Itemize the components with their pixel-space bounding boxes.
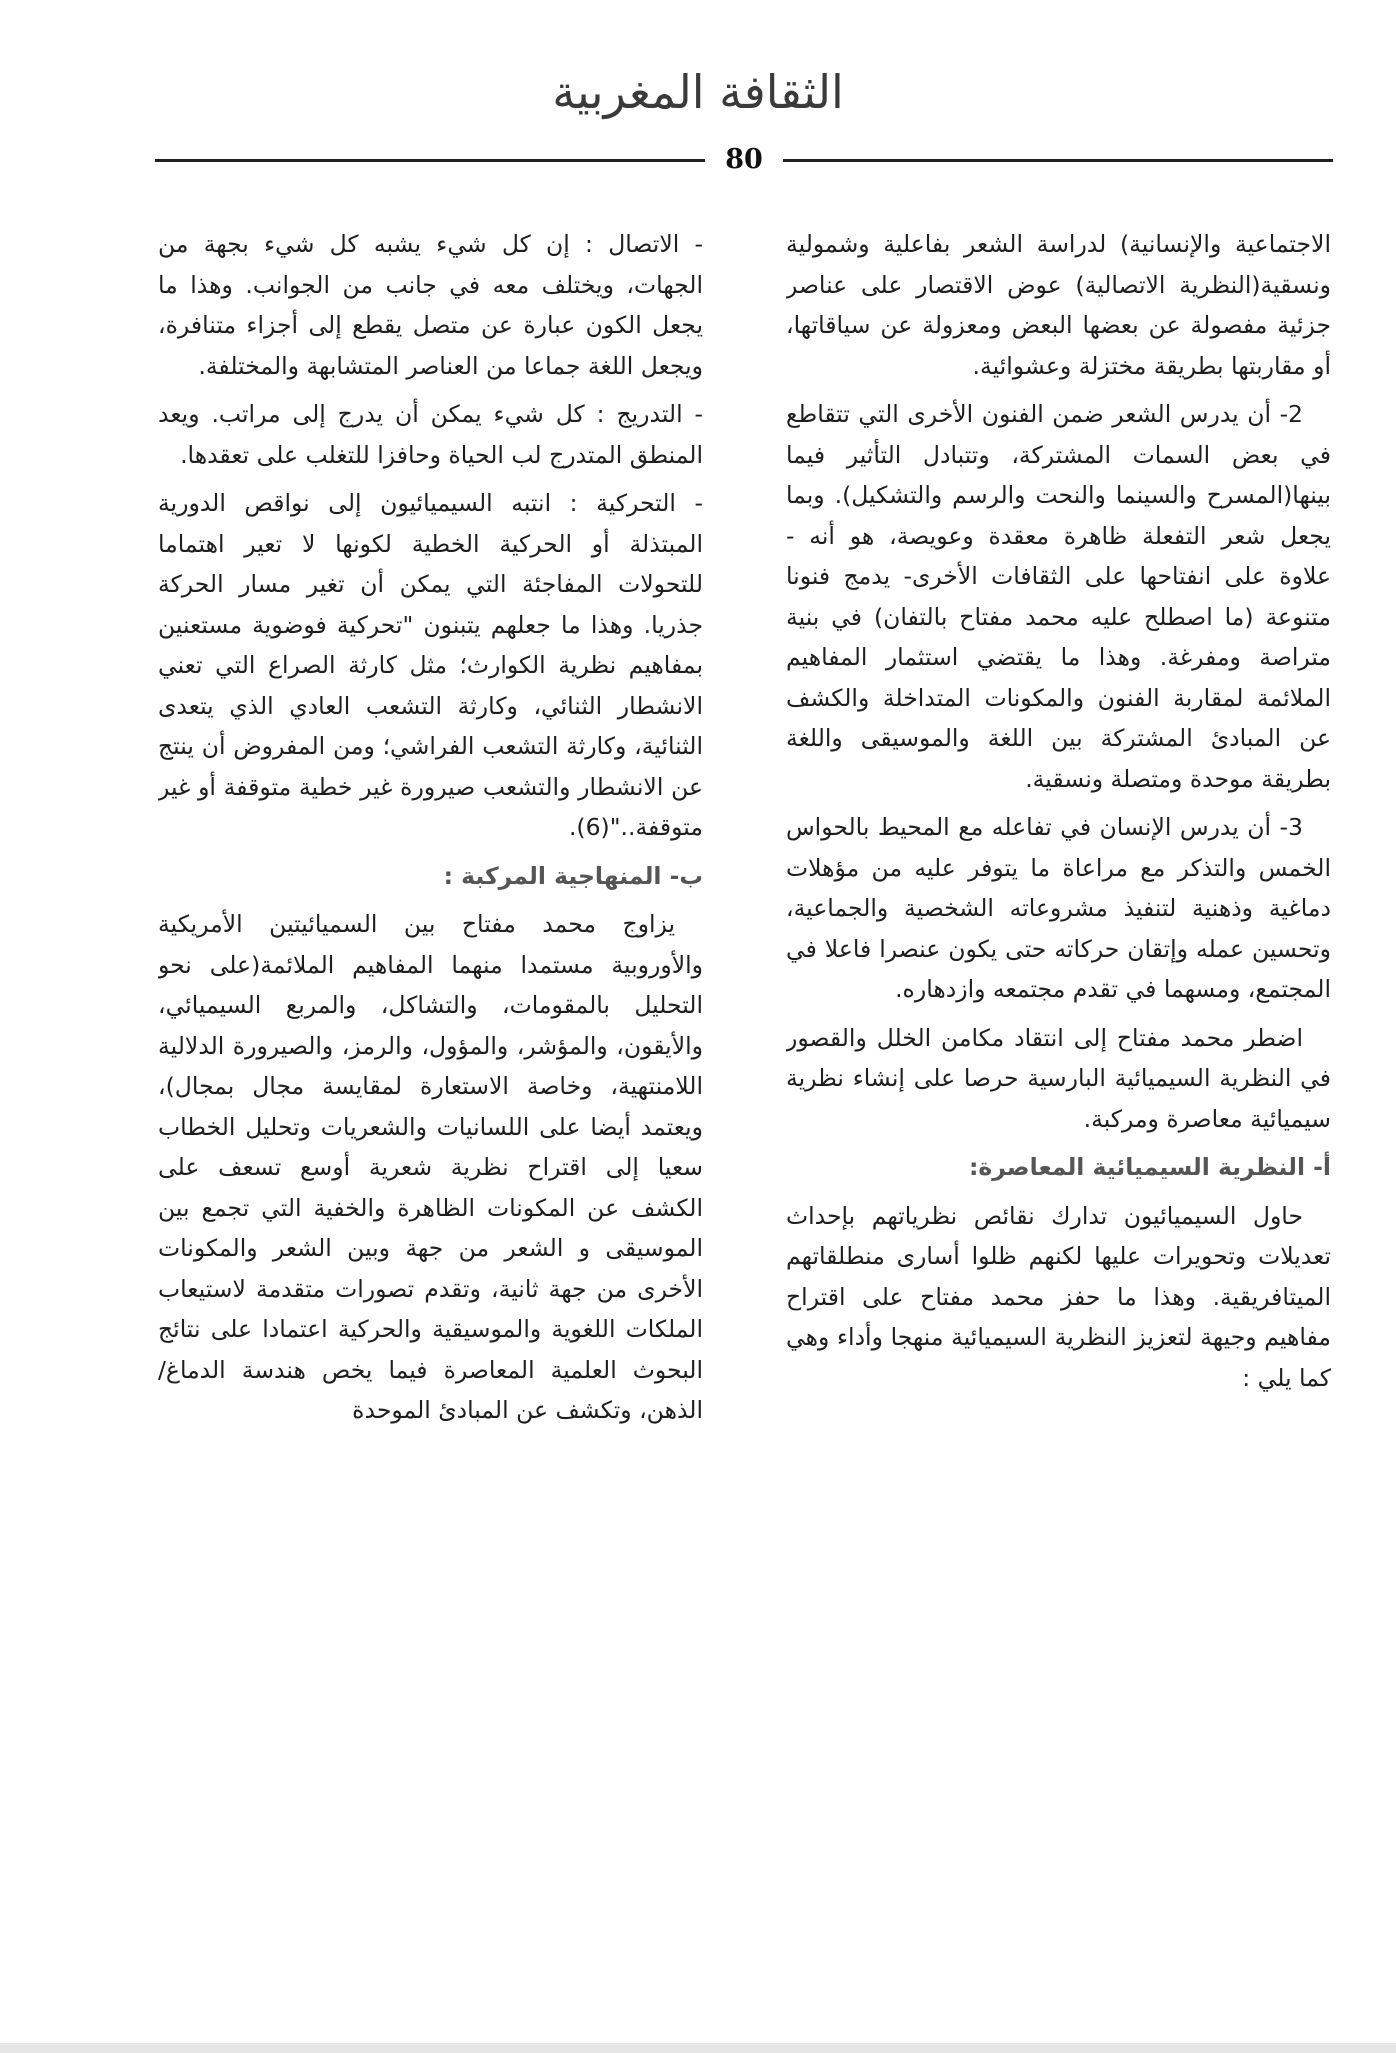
page-bottom-edge bbox=[0, 2043, 1396, 2053]
right-paragraph-5: حاول السيميائيون تدارك نقائص نظرياتهم بإحداث تعديلات وتحويرات عليها لكنهم ظلوا أسارى منطلقاتهم الميتافريقية. وهذا ما حفز محمد مفتاح على اقتراح مفاهيم وجيهة لتعزيز النظرية السيميائية منهجا وأداء وهي كما يلي : bbox=[786, 1201, 1331, 1392]
right-paragraph-4: اضطر محمد مفتاح إلى انتقاد مكامن الخلل والقصور في النظرية السيميائية البارسية حرصا على إنشاء نظرية سيميائية معاصرة ومركبة. bbox=[786, 1023, 1331, 1133]
left-paragraph-2: - التدريج : كل شيء يمكن أن يدرج إلى مراتب. ويعد المنطق المتدرج لب الحياة وحافزا للتغلب على تعقدها. bbox=[158, 400, 703, 469]
left-paragraph-1: - الاتصال : إن كل شيء يشبه كل شيء بجهة من الجهات، ويختلف معه في جانب من الجوانب. وهذا ما يجعل الكون عبارة عن متصل يقطع إلى أجزاء متنافرة، ويجعل اللغة جماعا من العناصر المتشابهة والمختلفة. bbox=[158, 230, 703, 380]
right-paragraph-3: 3- أن يدرس الإنسان في تفاعله مع المحيط بالحواس الخمس والتذكر مع مراعاة ما يتوفر عليه من مؤهلات دماغية وذهنية لتنفيذ مشروعاته الشخصية والجماعية، وتحسين عمله وإتقان حركاته حتى يكون عنصرا فاعلا في المجتمع، ومسهما في تقدم مجتمعه وازدهاره. bbox=[786, 813, 1331, 1003]
left-paragraph-4: يزاوج محمد مفتاح بين السميائيتين الأمريكية والأوروبية مستمدا منهما المفاهيم الملائمة(على نحو التحليل بالمقومات، والتشاكل، والمربع السيميائي، والأيقون، والمؤشر، والمؤول، والرمز، والصيرورة الدلالية اللامنتهية، وخاصة الاستعارة لمقايسة مجال بمجال)، ويعتمد أيضا على اللسانيات والشعريات وتحليل الخطاب سعيا إلى اقتراح نظرية شعرية أوسع تسعف على الكشف عن المكونات الظاهرة والخفية التي تجمع بين الموسيقى و الشعر من جهة وبين الشعر والمكونات الأخرى من جهة ثانية، وتقدم تصورات متقدمة لاستيعاب الملكات اللغوية والموسيقية والحركية اعتمادا على نتائج البحوث العلمية المعاصرة فيما يخص هندسة الدماغ/ الذهن، وتكشف عن المبادئ الموحدة bbox=[158, 910, 703, 1424]
page-number: 80 bbox=[725, 144, 763, 175]
right-paragraph-1: الاجتماعية والإنسانية) لدراسة الشعر بفاعلية وشمولية ونسقية(النظرية الاتصالية) عوض الاقتصار على عناصر جزئية مفصولة عن بعضها البعض ومعزولة عن سياقاتها، أو مقاربتها بطريقة مختزلة وعشوائية. bbox=[786, 230, 1331, 380]
journal-title: الثقافة المغربية bbox=[552, 65, 844, 119]
right-paragraph-2: 2- أن يدرس الشعر ضمن الفنون الأخرى التي تتقاطع في بعض السمات المشتركة، وتتبادل التأثير فيما بينها(المسرح والسينما والنحت والرسم والتشكيل). وبما يجعل شعر التفعلة ظاهرة معقدة وعويصة، هو أنه - علاوة على انفتاحها على الثقافات الأخرى- يدمج فنونا متنوعة (ما اصطلح عليه محمد مفتاح بالتفان) في بنية متراصة ومفرغة. وهذا ما يقتضي استثمار المفاهيم الملائمة لمقاربة الفنون والمكونات المتداخلة والكشف عن المبادئ المشتركة بين اللغة والموسيقى واللغة بطريقة موحدة ومتصلة ونسقية. bbox=[786, 400, 1331, 793]
left-paragraph-3: - التحركية : انتبه السيميائيون إلى نواقص الدورية المبتذلة أو الحركية الخطية لكونها لا تعير اهتماما للتحولات المفاجئة التي يمكن أن تغير مسار الحركة جذريا. وهذا ما جعلهم يتبنون "تحركية فوضوية مستعنين بمفاهيم نظرية الكوارث؛ مثل كارثة الصراع التي تعني الانشطار الثنائي، وكارثة التشعب العادي الذي يتعدى الثنائية، وكارثة التشعب الفراشي؛ ومن المفروض أن ينتج عن الانشطار والتشعب صيرورة غير خطية متوقفة أو غير متوقفة.."(6). bbox=[158, 489, 703, 841]
header-rule-right bbox=[783, 159, 1333, 162]
header-rule bbox=[155, 140, 1333, 180]
left-column bbox=[158, 224, 703, 1824]
header-rule-left bbox=[155, 159, 705, 162]
section-heading-a: أ- النظرية السيميائية المعاصرة: bbox=[969, 1153, 1331, 1181]
right-column bbox=[786, 224, 1331, 1824]
section-heading-b: ب- المنهاجية المركبة : bbox=[443, 861, 703, 890]
